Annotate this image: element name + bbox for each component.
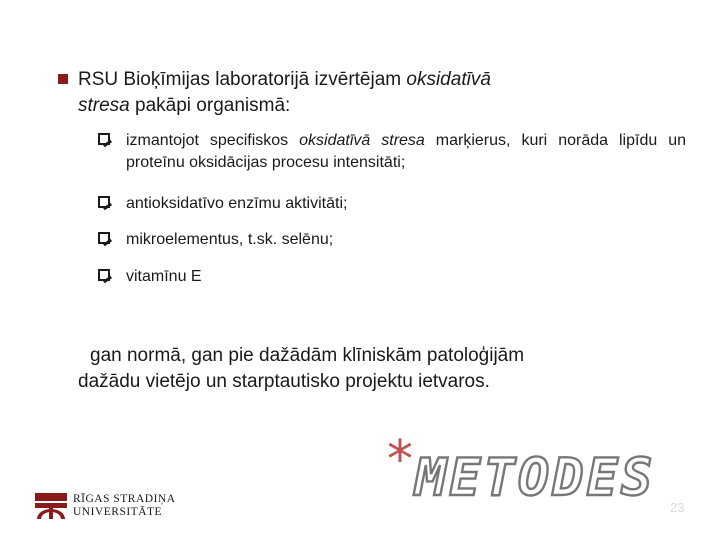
title-text: METODES [415,448,656,508]
square-bullet-icon [58,74,68,84]
asterisk-icon: * [387,430,413,490]
paragraph-line-1: gan normā, gan pie dažādām klīniskām patoloģijām [90,345,525,366]
main-bullet-text: RSU Bioķīmijas laboratorijā izvērtējam [78,69,407,90]
sub-item-text: izmantojot specifiskos [126,132,300,149]
checkbox-bullet-icon [98,269,110,281]
checkbox-bullet-icon [98,133,110,145]
university-logo [35,491,180,521]
sub-item-text: mikroelementus, t.sk. selēnu; [126,231,334,248]
main-bullet-italic-2: stresa [78,95,130,116]
page-number: 23 [670,500,685,515]
university-name [73,493,176,519]
paragraph [78,343,658,395]
checkbox-bullet-icon [98,196,110,208]
sub-item-text-2: marķierus, kuri norāda lipīdu un proteīnu oksidācijas procesu intensitāti; [126,132,687,171]
checkbox-bullet-icon [98,232,110,244]
university-name-line1: RĪGAS STRADIŅA [73,493,176,505]
main-bullet-line1 [58,67,654,93]
main-bullet-italic: oksidatīvā [406,69,491,90]
sub-bullet-item [98,130,686,174]
sub-bullet-item [98,193,347,215]
sub-bullet-item [98,229,333,251]
sub-item-italic: oksidatīvā stresa [299,132,425,149]
main-bullet-text-2: pakāpi organismā: [129,95,291,116]
main-bullet [58,67,654,119]
sub-bullet-item [98,266,202,288]
rsu-logo-icon [35,493,67,519]
main-bullet-line2 [78,93,654,119]
university-name-line2: UNIVERSITĀTE [73,506,163,518]
section-title [385,430,656,510]
sub-item-text: vitamīnu E [126,268,202,285]
sub-item-text: antioksidatīvo enzīmu aktivitāti; [126,195,348,212]
paragraph-line-2: dažādu vietējo un starptautisko projektu ietvaros. [78,371,490,392]
